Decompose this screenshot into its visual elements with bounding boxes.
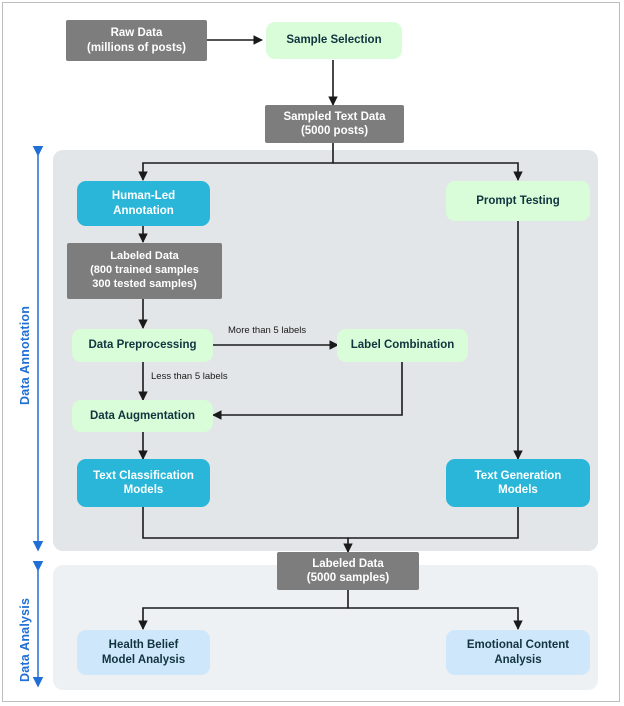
node-emotional-content-analysis-line1: Emotional Content: [466, 639, 570, 652]
node-labeled-data-trained-line3: 300 tested samples): [92, 277, 197, 290]
node-health-belief-model-analysis[interactable]: [77, 630, 210, 675]
node-sampled-text-data[interactable]: [265, 105, 404, 143]
node-raw-data[interactable]: [66, 20, 207, 61]
node-human-led-annotation[interactable]: [77, 181, 210, 226]
node-data-augmentation[interactable]: [72, 400, 213, 432]
node-data-augmentation-line1: Data Augmentation: [90, 409, 195, 422]
node-labeled-data-trained-line2: (800 trained samples: [90, 264, 199, 277]
node-emotional-content-analysis[interactable]: [446, 630, 590, 675]
section-label-data-analysis: Data Analysis: [18, 597, 32, 683]
node-text-classification-models-line1: Text Classification: [93, 469, 194, 482]
node-prompt-testing-line1: Prompt Testing: [476, 194, 560, 207]
node-text-classification-models-line2: Models: [123, 484, 164, 496]
node-health-belief-model-analysis-line2: Model Analysis: [101, 653, 186, 666]
section-label-data-annotation: Data Annotation: [18, 305, 32, 405]
node-prompt-testing[interactable]: [446, 181, 590, 221]
node-human-led-annotation-line2: Annotation: [113, 204, 174, 217]
node-text-generation-models[interactable]: [446, 459, 590, 507]
edge-label-more-than-5-labels: More than 5 labels: [228, 325, 307, 336]
node-label-combination[interactable]: [337, 329, 468, 362]
node-label-combination-line1: Label Combination: [350, 339, 455, 352]
node-sampled-text-data-line2: (5000 posts): [300, 125, 369, 137]
node-labeled-data-final-line1: Labeled Data: [312, 557, 384, 570]
node-text-generation-models-line2: Models: [498, 484, 538, 496]
node-health-belief-model-analysis-line1: Health Belief: [108, 639, 179, 652]
node-raw-data-line2: (millions of posts): [86, 41, 187, 54]
node-text-generation-models-line1: Text Generation: [474, 469, 562, 482]
node-labeled-data-final-line2: (5000 samples): [306, 572, 390, 584]
node-data-preprocessing-line1: Data Preprocessing: [88, 339, 197, 352]
node-labeled-data-trained-line1: Labeled Data: [110, 250, 179, 263]
node-human-led-annotation-line1: Human-Led: [111, 190, 176, 203]
node-emotional-content-analysis-line2: Analysis: [494, 653, 542, 666]
node-sample-selection-line1: Sample Selection: [286, 34, 382, 47]
node-raw-data-line1: Raw Data: [110, 27, 163, 40]
node-text-classification-models[interactable]: [77, 459, 210, 507]
edge-label-less-than-5-labels: Less than 5 labels: [151, 371, 228, 382]
node-data-preprocessing[interactable]: [72, 329, 213, 362]
node-labeled-data-final[interactable]: [277, 552, 419, 590]
node-sample-selection[interactable]: [266, 22, 402, 59]
node-sampled-text-data-line1: Sampled Text Data: [283, 110, 386, 123]
node-labeled-data-trained[interactable]: [67, 243, 222, 299]
